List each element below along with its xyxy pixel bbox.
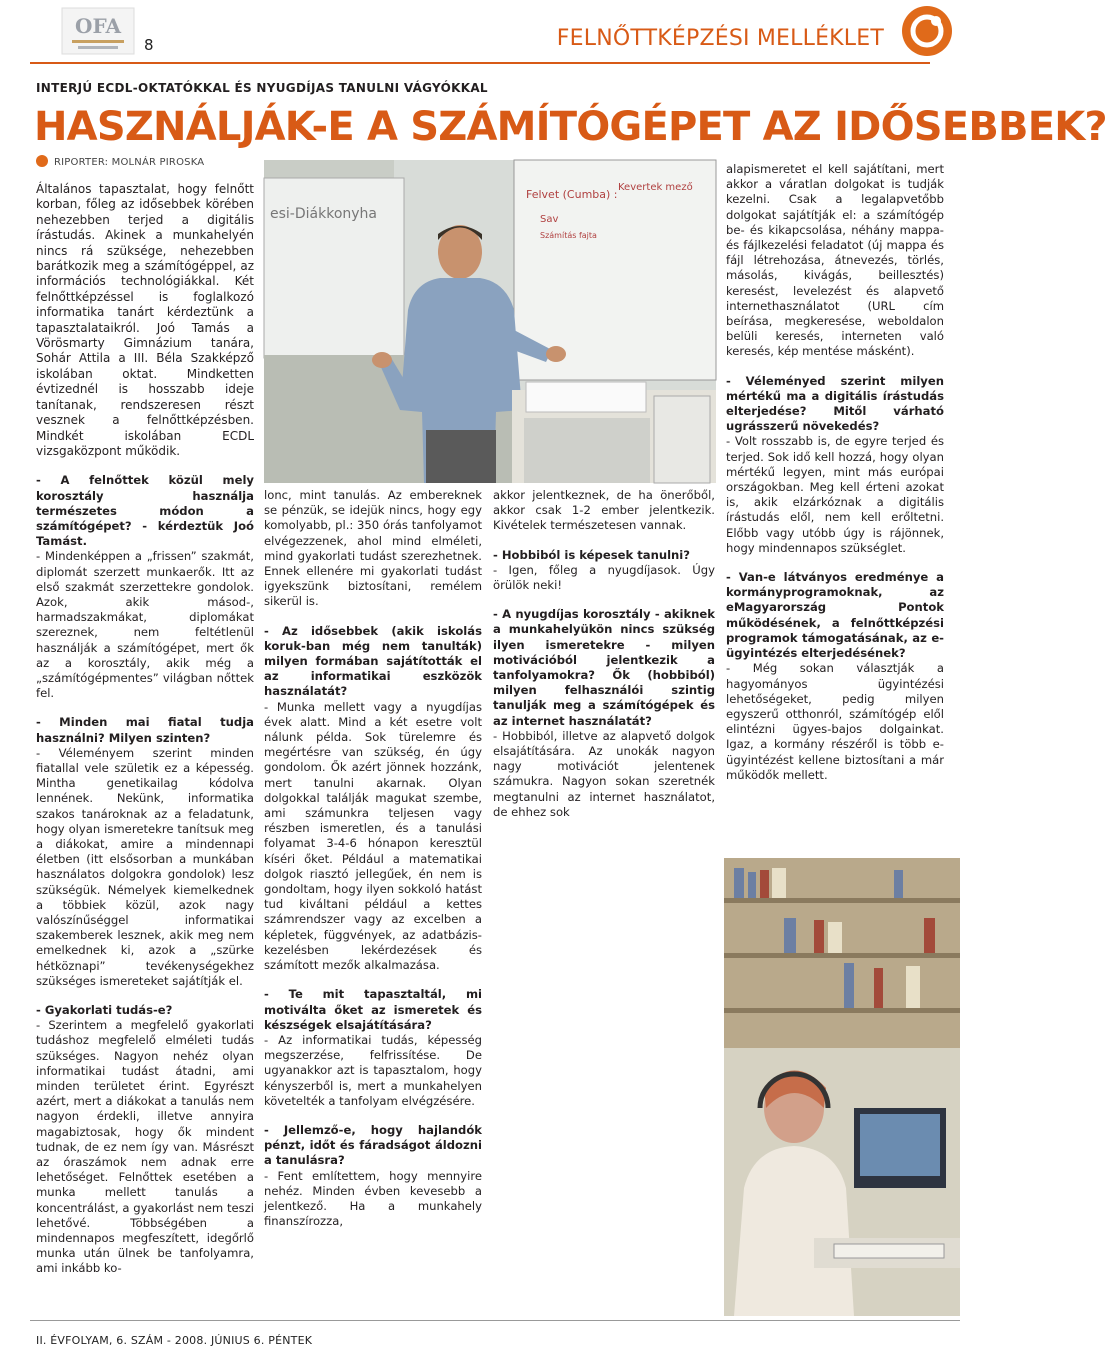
question: - Véleményed szerint milyen mértékű ma a digitális írástudás elterjedése? Mitől várható ugrásszerű növekedés? (726, 373, 944, 434)
footer-issue-info: II. ÉVFOLYAM, 6. SZÁM - 2008. JÚNIUS 6. PÉNTEK (36, 1334, 313, 1347)
qa-block (264, 1123, 482, 1229)
answer: akkor jelentkeznek, de ha önerőből, akkor csak 1-2 ember jelentkezik. Kivételek természetesen vannak. (493, 488, 715, 533)
answer: - Volt rosszabb is, de egyre terjed és terjed. Sok idő kell hozzá, hogy olyan mértékű legyen, mint más európai országokban. Meg kell érteni azokat is, akik elzárkóznak a digitális írástudás elől, nem kell erőltetni. Előbb vagy utóbb úgy is rájönnek, hogy mindennapos szükséglet. (726, 434, 944, 555)
question: - Minden mai fiatal tudja használni? Milyen szinten? (36, 715, 254, 745)
article-column-1 (36, 182, 254, 1291)
answer: - Mindenképpen a „frissen” szakmát, diplomát szerzett munkaerők. Itt az első szakmát szerzettekre gondolok. Azok, akik másod-, harmadszakmákat, diplomákat szereznek, nem feltétlenül használják a számítógépet, mert ők az a korosztály, akik még a „számítógépmentes” világban nőttek fel. (36, 549, 254, 701)
article-column-2 (264, 488, 482, 1243)
footer-divider (30, 1320, 960, 1321)
article-intro: Általános tapasztalat, hogy felnőtt korban, főleg az idősebbek körében nehezebben terjed a digitális írástudás. Akinek a munkahelyén nincs rá szüksége, nehezebben barátkozik meg a számítógéppel, az információs technológiákkal. Két felnőttképzéssel is foglalkozó informatika tanárt kérdeztünk a tapasztalataikról. Joó Tamás a Vörösmarty Gimnázium tanára, Sohár Attila a III. Béla Szakképző iskolában oktat. Mindketten évtizednél is hosszabb ideje tanítanak, rendszeresen részt vesznek a felnőttképzésben. Mindkét iskolában ECDL vizsgaközpont működik. (36, 182, 254, 458)
article-column-3 (493, 488, 715, 834)
answer: lonc, mint tanulás. Az embereknek se pénzük, se idejük nincs, hogy egy komolyabb, pl.: 350 órás tanfolyamot elvégezzenek, ahol mind elméleti, mind gyakorlati tudást szerezhetnek. Ennek ellenére mi gyakorlati tudást igyekszünk biztosítani, remélem sikerül is. (264, 488, 482, 609)
ofa-logo (60, 6, 136, 56)
article-column-4 (726, 162, 944, 797)
photo-seniors-at-computers (724, 858, 960, 1316)
qa-block (264, 624, 482, 974)
bullet-dot-icon (36, 155, 48, 167)
qa-block (36, 473, 254, 701)
board-right-text: Számítás fajta (540, 231, 597, 240)
page-number: 8 (144, 36, 154, 54)
question: - Gyakorlati tudás-e? (36, 1003, 173, 1018)
qa-block (726, 374, 944, 556)
question: - A felnőttek közül mely korosztály használja természetes módon a számítógépet? - kérdeztük Joó Tamást. (36, 473, 254, 549)
photo-teacher-at-whiteboard (264, 160, 716, 483)
answer: - Az informatikai tudás, képesség megszerzése, felfrissítése. De ugyanakkor azt is tapasztalom, hogy kényszerből is, mert a munkahelyen követelték a tanfolyam elvégzésére. (264, 1032, 482, 1108)
answer: - Munka mellett vagy a nyugdíjas évek alatt. Mind a két esetre volt nálunk példa. Sok türelemre és megértésre van szükség, én úgy gondolom. Ők azért jönnek hozzánk, mert tanulni akarnak. Olyan dolgokkal találják magukat szembe, ami számunkra teljesen vagy részben ismeretlen, és a tanulási folyamat 3-4-6 hónapon keresztül kíséri őket. Például a matematikai dolgok riasztó jellegűek, én nem is gondoltam, hogy ilyen sokkoló hatást tud kiváltani például a kettes számrendszer vagy az excelben a képletek, függvények, az adatbázis-kezelésben lekérdezések és számított mezők alkalmazása. (264, 699, 482, 973)
question: - Jellemző-e, hogy hajlandók pénzt, időt és fáradságot áldozni a tanulásra? (264, 1122, 482, 1168)
question: - A nyugdíjas korosztály - akiknek a munkahelyükön nincs szükség ilyen ismeretekre - milyen motivációból jelentkezik a tanfolyamokra? Ők (hobbiból) milyen felhasználói szintig tanulják meg a számítógépek és az internet használatát? (493, 607, 715, 728)
board-left-text: esi-Diákkonyha (270, 206, 377, 222)
reporter-line (36, 155, 204, 168)
qa-block (264, 987, 482, 1109)
question: - Az idősebbek (akik iskolás koruk-ban még nem tanulták) milyen formában sajátították el az informatikai eszközök használatát? (264, 623, 482, 699)
board-right-text: Felvet (Cumba) : (526, 188, 618, 201)
answer: - Igen, főleg a nyugdíjasok. Úgy örülök neki! (493, 562, 715, 593)
answer: - Véleményem szerint minden fiatallal vele születik ez a képesség. Mintha genetikailag kódolva lennének. Nekünk, informatika szakos tanároknak az a feladatunk, hogy olyan ismeretekre tanítsuk meg a diákokat, amire a mindennapi életben (itt elsősorban a munkában használatos dolgokra gondolok) lesz szükségük. Némelyek kiemelkednek a többiek közül, azok nagy valószínűséggel informatikai szakemberek lesznek, akik meg nem emelkednek ki, azok a „szürke hétköznapi” tevékenységekhez szükséges ismereteket sajátítják el. (36, 745, 254, 988)
question: - Hobbiból is képesek tanulni? (493, 547, 691, 562)
article-headline: HASZNÁLJÁK-E A SZÁMÍTÓGÉPET AZ IDŐSEBBEK? (34, 104, 1107, 150)
board-right-text: Sav (540, 214, 559, 225)
answer: - Szerintem a megfelelő gyakorlati tudáshoz megfelelő elméleti tudás szükséges. Nagyon nehéz olyan informatikai tudást átadni, ami minden területet érint. Egyrészt azért, mert a diákokat a tanulás nem nagyon érdekli, illetve annyira magabiztosak, hogy ők mindent tudnak, de ez nem így van. Másrészt az óraszámok nem adnak erre lehetőséget. Felnőttek esetében a munka mellett tanulás a koncentrálást, a gyakorlást nem teszi lehetővé. Többségében a mindennapos megfeszített, idegőrlő munka után ülnek be tanfolyamra, ami inkább ko- (36, 1018, 254, 1276)
reporter-name: RIPORTER: MOLNÁR PIROSKA (54, 157, 205, 168)
qa-block (36, 1003, 254, 1277)
board-right-text: Kevertek mező (618, 182, 693, 193)
question: - Van-e látványos eredménye a kormányprogramoknak, az eMagyarország Pontok működésének, a felnőttképzési programok támogatásának, az e-ügyintézés elterjedésének? (726, 570, 944, 661)
answer: - Fent említettem, hogy mennyire nehéz. Minden évben kevesebb a jelentkező. Ha a munkahely finanszírozza, (264, 1168, 482, 1229)
logo-text: OFA (75, 14, 121, 38)
header-divider (30, 62, 930, 64)
answer: - Még sokan választják a hagyományos ügyintézési lehetőségeket, pedig milyen egyszerű otthonról, számítógép elől elintézni ügyes-bajos dolgainkat. Igaz, a kormány részéről is több e-ügyintézést kellene biztosítani a már működők mellett. (726, 661, 944, 782)
article-kicker: INTERJÚ ECDL-OKTATÓKKAL ÉS NYUGDÍJAS TANULNI VÁGYÓKKAL (36, 81, 488, 95)
answer: - Hobbiból, illetve az alapvető dolgok elsajátítására. Az unokák nagyon nagy motivációt jelentenek számukra. Nagyon sokan szeretnék megtanulni az internet használatot, de ehhez sok (493, 728, 715, 819)
qa-block (726, 570, 944, 783)
qa-block (36, 715, 254, 989)
orange-circle-ornament (902, 6, 952, 56)
qa-block (493, 607, 715, 820)
section-title: FELNŐTTKÉPZÉSI MELLÉKLET (556, 26, 884, 51)
question: - Te mit tapasztaltál, mi motiválta őket az ismeretek és készségek elsajátítására? (264, 987, 482, 1032)
answer: alapismeretet el kell sajátítani, mert akkor a váratlan dolgokat is tudják kezelni. Csak a legalapvetőbb dolgokat sajátítják el: a számítógép be- és kikapcsolása, néhány mappa- és fájlkezelési feladatot (új mappa és fájl létrehozása, átnevezés, törlés, másolás, kivágás, beillesztés) keresést, levelezést és alapvető internethasználatot (URL cím beírása, megkeresése, weboldalon belüli keresés, interneten való keresés, kép mentése másként). (726, 162, 944, 359)
qa-block (493, 548, 715, 594)
